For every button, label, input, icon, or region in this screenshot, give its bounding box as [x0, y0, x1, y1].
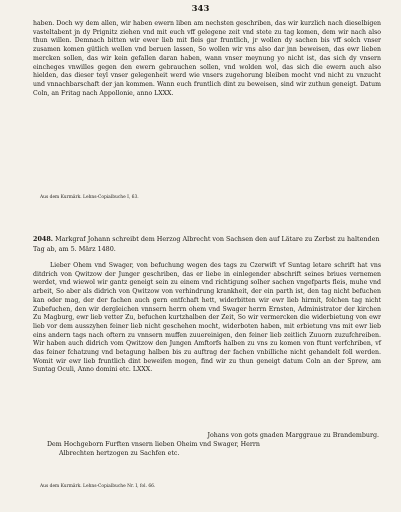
address-line: Albrechten hertzogen zu Sachfen etc. [59, 449, 180, 457]
address-line: Dem Hochgeborn Furften vnsern lieben Oheim vnd Swager, Herrn [47, 440, 260, 448]
letter-body-2 [33, 262, 381, 375]
letter-body-1 [33, 20, 381, 98]
page-number: 343 [191, 4, 210, 14]
paragraph: Lieber Ohem vnd Swager, von befuchung wegen des tags zu Czerwift vf Suntag letare schrift hat vns ditdrich von Qwitzow der Junger geschriben, das er liebe in einlegender abschrift seines briues vernemen werdet, vnd wiewol wir gantz geneigt sein zu einem vnd richtigung solher sachen vngefparts fleis, muhe vnd arbeit, So aber als didrich von Qwitzow von verhindrung krankheit, der ein parth ist, den tag nicht befuchen kan oder mag, der der fachen auch gern entfchaft hett, widerbitten wir ewr lieb hirmit, folchen tag nicht Zubefuchen, den wir dergleichen vnnsern herrn ohem vnd Swager herrn Ernsten, Administrator der kirchen Zu Magburg, ewr lieb vetter Zu, befuchen kurtzhalben der Zeit, So wir vermercken die widerbietung von ewr lieb vor dem ausszyhen feiner lieb nicht geschehen mocht, widerboten haben, mit erbietung vns mit ewr lieb eins andern tags nach oftern zu vnnsern muffen zuuereinigen, den feiner lieb zeitlich Zuuorn zuzufchreiben. Wir haben auch didrich vom Qwitzow den Jungen Amftorfs halben zu vns zu komen von ftunt verfchriben, vf das feiner fchatzung vnd betagung halben bis zu auftrag der fachen vnbilliche nicht gehandelt foll werden. Womit wir ewr lieb fruntlich dint beweifen mogen, find wir zu thun geneigt datum Coln an der Sprew, am Suntag Oculi, Anno domini etc. LXXX. [33, 262, 381, 374]
signature-line: Johans von gots gnaden Marggraue zu Brandemburg. [207, 432, 379, 439]
document-heading [33, 235, 381, 254]
source-note: Aus dem Kurmärk. Lehns-Copialbuche Nr. I, fol. 66. [40, 484, 156, 489]
document-number: 2048. [33, 235, 54, 243]
source-note: Aus dem Kurmärk. Lehns-Copialbuche I, 63. [40, 195, 139, 200]
signature-block [33, 432, 381, 459]
paragraph: haben. Doch wy dem allen, wir haben ewern liben am nechsten geschriben, das wir kurzlich nach dieselbigen vasteltabent jn dy Prignitz ziehen vnd mit euch vff gelegene zeit vnd stete zu tag komen, dem wir nach also thun willen. Demnach bitten wir ewer lieb mit fleis gar fruntlich, jr wollen dy sachen bis vff solch vnser zusamen komen gütlich wellen vnd beruen lassen, So wollen wir vns also dar jnn beweisen, das ewr lieben mercken sollen, das wir kein gefallen daran haben, wann vnser meynung yo nicht ist, das sich dy vnsern eincheges vnwilles gegen den ewern gebrauchen sollen, vnd wolden wol, das sich die ewern auch also hielden, das dieser teyl vnser gelegenheit werd wie vnsers zugehorung bleiben mocht vnd nicht zu vnzucht und vnnachbarschaft der jan kommen. Wann euch fruntlich dint zu beweisen, sind wir zuthun geneigt. Datum Coln, an Fritag nach Appollonie, anno LXXX. [33, 20, 381, 97]
document-title: Markgraf Johann schreibt dem Herzog Albrecht von Sachsen den auf Lätare zu Zerbst zu haltenden Tag ab, am 5. März 1480. [33, 235, 380, 253]
